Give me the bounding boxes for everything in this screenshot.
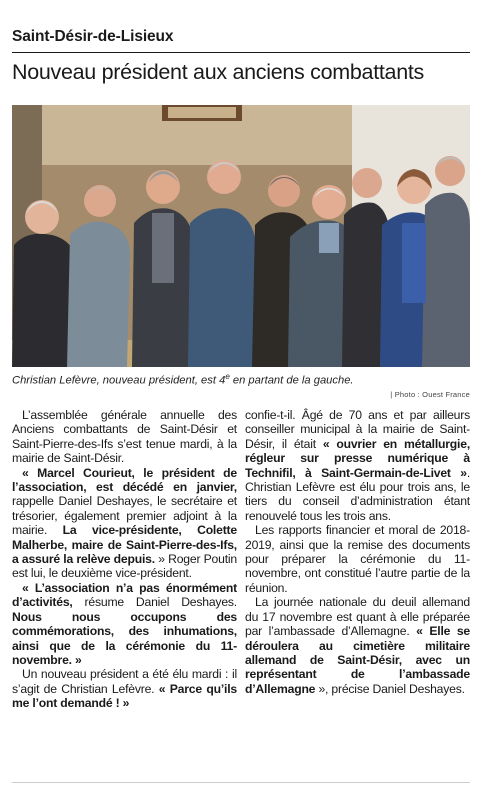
article-paragraph xyxy=(12,667,237,710)
body-text: résume Daniel Deshayes. xyxy=(72,595,237,610)
footer-rule xyxy=(12,782,470,783)
caption-text: Christian Lefèvre, nouveau président, est 4 xyxy=(12,374,226,387)
quote-text: Nous nous occupons des commémorations, des inhumations, ainsi que de la cérémonie du 11-novembre. » xyxy=(12,609,237,667)
body-text: rappelle Daniel Deshayes, le secrétaire et trésorier, également premier adjoint à la mairie. xyxy=(12,494,237,538)
body-text: La journée nationale du deuil allemand du 17 novembre est quant à elle préparée par l’ambassade d’Allemagne. xyxy=(245,595,470,639)
article-body xyxy=(12,408,470,711)
body-text: L’assemblée générale annuelle des Anciens combattants de Saint-Désir et Saint-Pierre-des-Ifs s’est tenue mardi, à la mairie de Saint-Désir. xyxy=(12,408,237,466)
article-paragraph xyxy=(245,408,470,523)
quote-text: La vice-présidente, Colette Malherbe, maire de Saint-Pierre-des-Ifs, a assuré la relève depuis. xyxy=(12,523,237,567)
article-paragraph xyxy=(245,523,470,595)
quote-text: « ouvrier en métallurgie, régleur sur presse numérique à Technifil, à Saint-Germain-de-Livet » xyxy=(245,436,470,480)
article-paragraph xyxy=(12,408,237,466)
body-text: . Christian Lefèvre est élu pour trois ans, le tiers du conseil d’administration étant renouvelé tous les trois ans. xyxy=(245,465,470,523)
caption-superscript: e xyxy=(225,372,230,381)
article-column-right xyxy=(245,408,470,711)
header-rule xyxy=(12,52,470,53)
quote-text: « Marcel Courieut, le président de l’association, est décédé en janvier, xyxy=(12,465,237,495)
article-paragraph xyxy=(245,595,470,696)
body-text: Un nouveau président a été élu mardi : il s’agit de Christian Lefèvre. xyxy=(12,667,237,696)
body-text: », précise Daniel Deshayes. xyxy=(315,681,465,696)
photo-caption xyxy=(12,372,470,387)
caption-text-end: en partant de la gauche. xyxy=(229,374,354,387)
article-paragraph xyxy=(12,466,237,581)
headline: Nouveau président aux anciens combattants xyxy=(12,60,424,84)
photo-credit: | Photo : Ouest France xyxy=(390,390,470,399)
group-photo xyxy=(12,105,470,367)
article-column-left xyxy=(12,408,237,711)
quote-text: « L’association n’a pas énormément d’activités, xyxy=(12,580,237,610)
quote-text: « Elle se déroulera au cimetière militaire allemand de Saint-Désir, avec un représentant de l’ambassade d’Allemagne xyxy=(245,624,470,696)
body-text: confie-t-il. Âgé de 70 ans et par ailleurs conseiller municipal à la mairie de Saint-Désir, il était xyxy=(245,408,470,451)
body-text: » Roger Poutin est lui, le deuxième vice-président. xyxy=(12,552,237,581)
group-photo-illustration xyxy=(12,105,470,367)
quote-text: « Parce qu’ils me l’ont demandé ! » xyxy=(12,681,237,711)
body-text: Les rapports financier et moral de 2018-2019, ainsi que la remise des documents pour préparer la cérémonie du 11-novembre, ont constitué l’autre partie de la réunion. xyxy=(245,523,470,595)
article-paragraph xyxy=(12,581,237,667)
locality-heading: Saint-Désir-de-Lisieux xyxy=(12,28,174,45)
